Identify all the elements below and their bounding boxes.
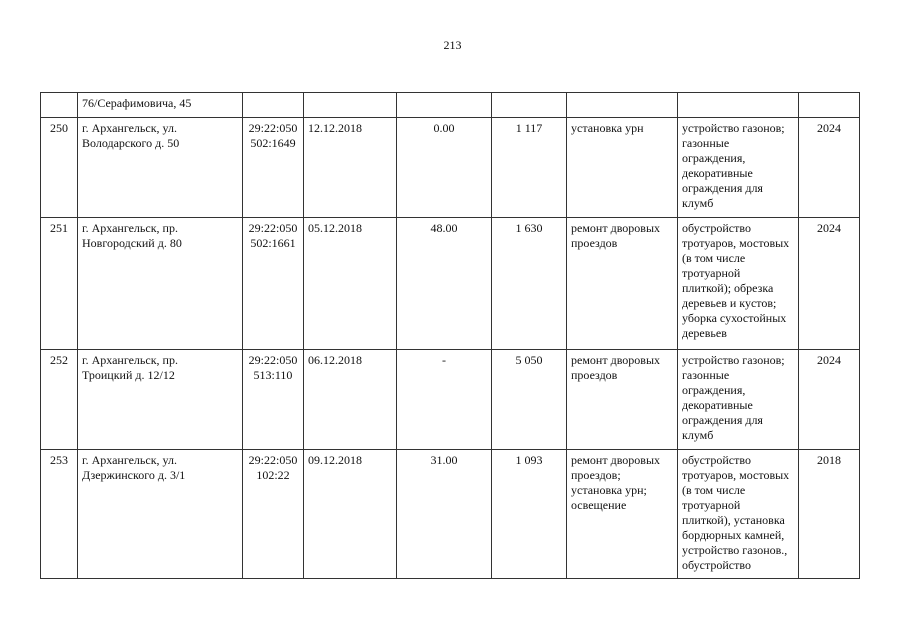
cell-year (799, 93, 860, 118)
cell-area: 48.00 (397, 218, 492, 350)
cell-work: ремонт дворовых проездов; установка урн; освещение (567, 450, 678, 579)
cell-cadastral: 29:22:050 513:110 (243, 350, 304, 450)
cell-date (304, 93, 397, 118)
cell-number: 250 (41, 118, 78, 218)
cell-count: 1 630 (492, 218, 567, 350)
cell-work: ремонт дворовых проездов (567, 350, 678, 450)
cell-address: г. Архангельск, пр. Троицкий д. 12/12 (78, 350, 243, 450)
cell-date: 05.12.2018 (304, 218, 397, 350)
cell-year: 2018 (799, 450, 860, 579)
cell-address: 76/Серафимовича, 45 (78, 93, 243, 118)
table-row (41, 350, 860, 450)
cell-count: 1 093 (492, 450, 567, 579)
cell-cadastral: 29:22:050 102:22 (243, 450, 304, 579)
cell-address: г. Архангельск, ул. Дзержинского д. 3/1 (78, 450, 243, 579)
cell-cadastral: 29:22:050 502:1649 (243, 118, 304, 218)
cell-area: 0.00 (397, 118, 492, 218)
table-row (41, 450, 860, 579)
cell-year: 2024 (799, 350, 860, 450)
cell-cadastral: 29:22:050 502:1661 (243, 218, 304, 350)
cell-count (492, 93, 567, 118)
cell-year: 2024 (799, 118, 860, 218)
cell-address: г. Архангельск, ул. Володарского д. 50 (78, 118, 243, 218)
cell-year: 2024 (799, 218, 860, 350)
table-row-continuation (41, 93, 860, 118)
cell-number: 252 (41, 350, 78, 450)
cell-area (397, 93, 492, 118)
table-row (41, 218, 860, 350)
cell-number (41, 93, 78, 118)
cell-improvements: устройство газонов; газонные ограждения, декоративные ограждения для клумб (678, 350, 799, 450)
cell-date: 09.12.2018 (304, 450, 397, 579)
cell-improvements: обустройство тротуаров, мостовых (в том числе тротуарной плиткой), установка бордюрных камней, устройство газонов., обустройство (678, 450, 799, 579)
cell-number: 253 (41, 450, 78, 579)
cell-work: установка урн (567, 118, 678, 218)
cell-work: ремонт дворовых проездов (567, 218, 678, 350)
cell-improvements (678, 93, 799, 118)
cell-area: - (397, 350, 492, 450)
cell-date: 06.12.2018 (304, 350, 397, 450)
cell-count: 1 117 (492, 118, 567, 218)
cell-date: 12.12.2018 (304, 118, 397, 218)
cell-number: 251 (41, 218, 78, 350)
cell-address: г. Архангельск, пр. Новгородский д. 80 (78, 218, 243, 350)
cell-improvements: обустройство тротуаров, мостовых (в том числе тротуарной плиткой); обрезка деревьев и кустов; уборка сухостойных деревьев (678, 218, 799, 350)
cell-cadastral (243, 93, 304, 118)
registry-table (40, 92, 860, 579)
cell-improvements: устройство газонов; газонные ограждения, декоративные ограждения для клумб (678, 118, 799, 218)
cell-count: 5 050 (492, 350, 567, 450)
cell-area: 31.00 (397, 450, 492, 579)
cell-work (567, 93, 678, 118)
page-number: 213 (443, 38, 462, 52)
table-row (41, 118, 860, 218)
